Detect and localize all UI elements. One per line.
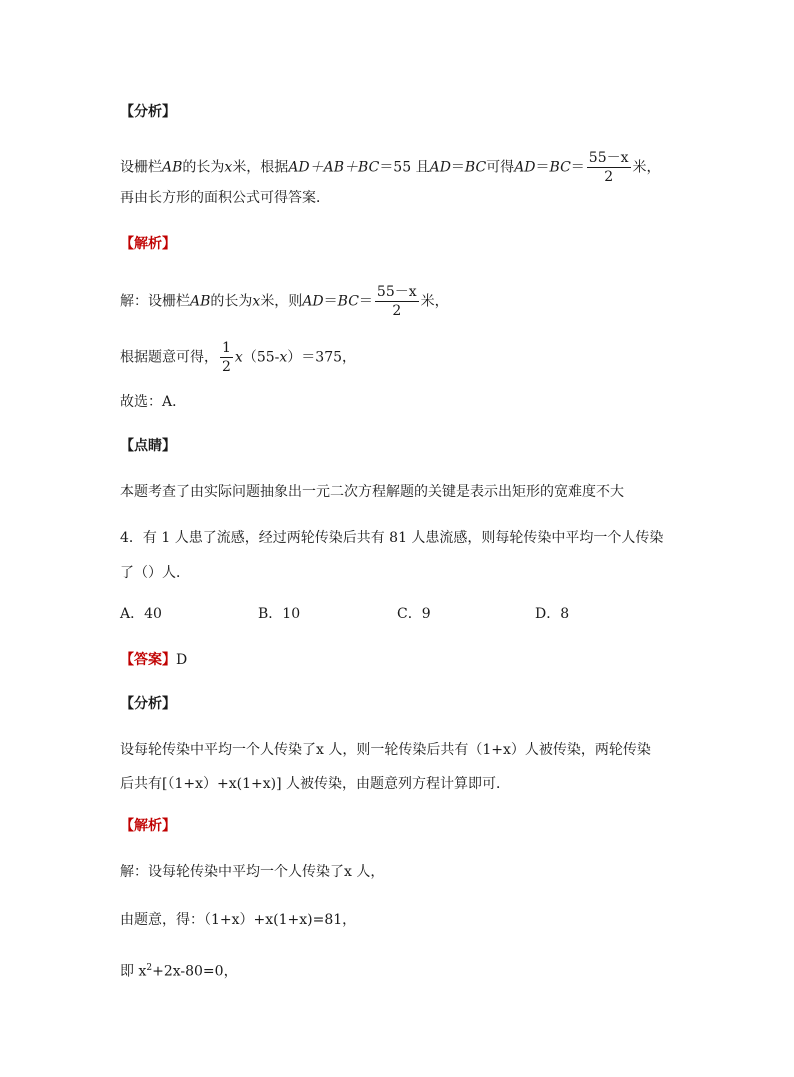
comment-line-1: 本题考查了由实际问题抽象出一元二次方程解题的关键是表示出矩形的宽难度不大 (120, 484, 624, 500)
answer-line (120, 650, 187, 670)
analysis-2-line-2: 后共有[（1+x）+x(1+x)] 人被传染，由题意列方程计算即可． (120, 776, 510, 792)
solution-line-3: 故选：A． (120, 394, 187, 410)
solution-2-line-2: 由题意，得：（1+x）+x(1+x)=81， (120, 912, 357, 928)
solution-line-2: 根据题意可得， $\frac{1}{2}$ x（55-x）＝375， (120, 340, 357, 375)
answer-tag: 【答案】 (120, 652, 176, 668)
answer-value: D (176, 652, 188, 668)
solution-2-line-3: 即 $x^2+2x-80=0$， (120, 963, 238, 980)
fraction: $\frac{55-x}{2}$ (376, 284, 417, 319)
option-b: B．10 (258, 606, 301, 622)
option-d: D．8 (535, 606, 570, 622)
solution-heading-2: 【解析】 (120, 818, 176, 834)
fraction: $\frac{1}{2}$ (222, 340, 231, 375)
question-4-line-1: 4．有 1 人患了流感，经过两轮传染后共有 81 人患流感，则每轮传染中平均一个人传染 (120, 530, 664, 546)
fraction: $\frac{55-x}{2}$ (588, 150, 629, 185)
analysis-line-1: 设栅栏AB的长为x米，根据AD＋AB＋BC＝55 且AD＝BC可得AD＝BC＝ $\frac{55-x}{2}$ 米， (120, 150, 661, 185)
solution-line-1: 解：设栅栏AB的长为x米，则AD＝BC＝ $\frac{55-x}{2}$ 米， (120, 284, 449, 319)
solution-heading-1: 【解析】 (120, 236, 176, 252)
option-c: C．9 (397, 606, 431, 622)
question-4-line-2: 了（）人． (120, 565, 190, 581)
analysis-heading-2: 【分析】 (120, 696, 176, 712)
comment-heading: 【点睛】 (120, 438, 176, 454)
solution-2-line-1: 解：设每轮传染中平均一个人传染了x 人， (120, 864, 385, 880)
analysis-line-2: 再由长方形的面积公式可得答案． (120, 190, 330, 206)
analysis-heading-1: 【分析】 (120, 104, 176, 120)
analysis-2-line-1: 设每轮传染中平均一个人传染了x 人，则一轮传染后共有（1+x）人被传染，两轮传染 (120, 742, 651, 758)
option-a: A．40 (120, 606, 162, 622)
